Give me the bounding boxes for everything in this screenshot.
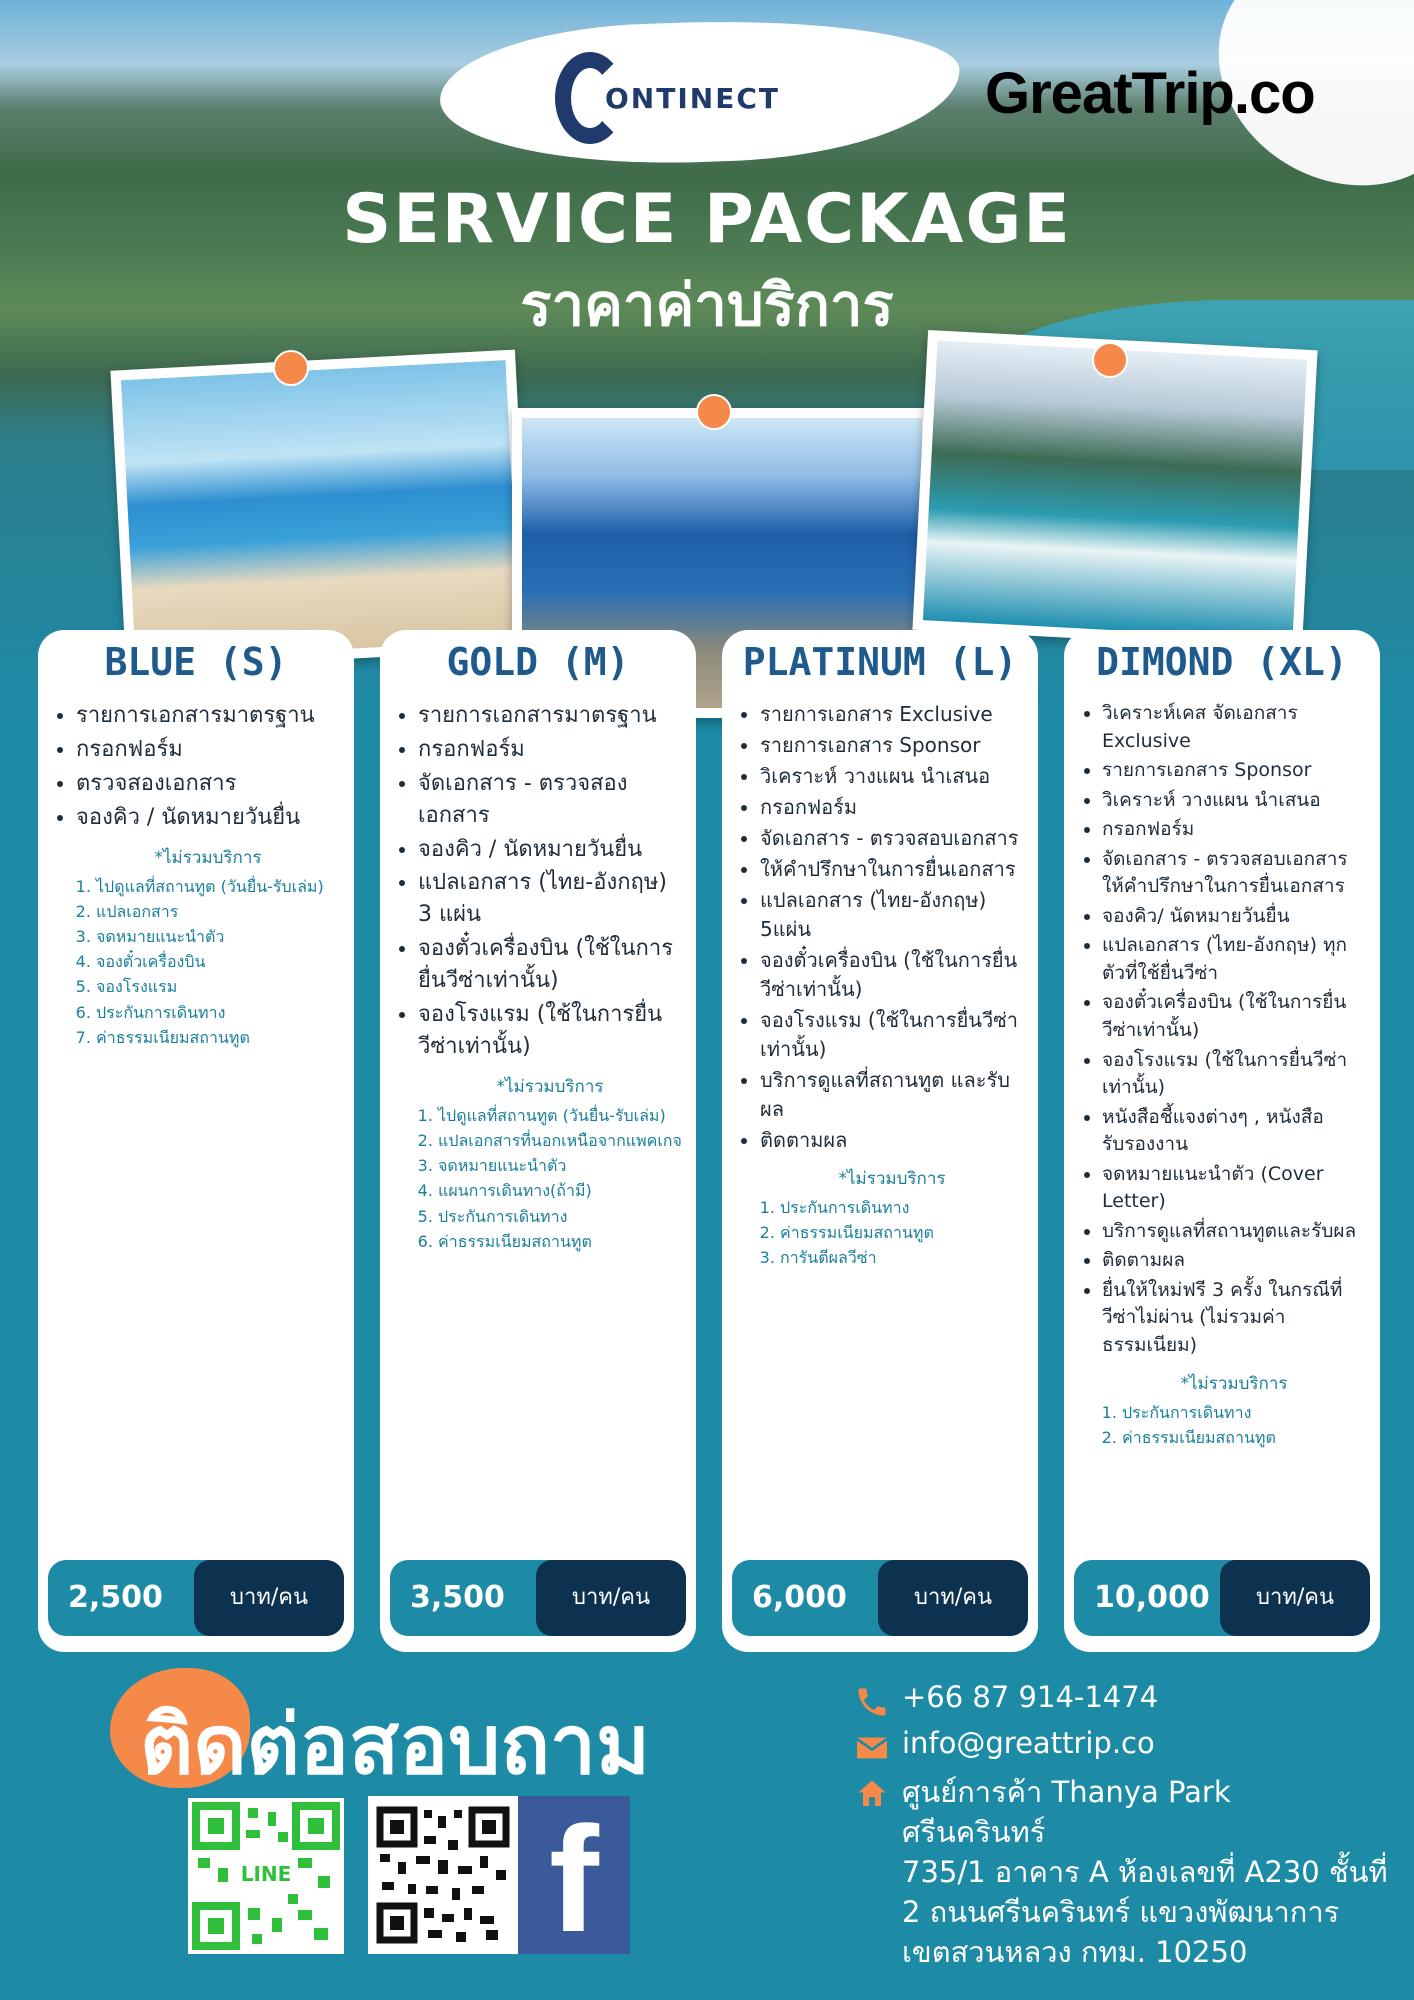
home-icon bbox=[854, 1776, 890, 1812]
page-title: SERVICE PACKAGE bbox=[342, 180, 1072, 259]
list-item: • จัดเอกสาร - ตรวจสองเอกสาร bbox=[418, 768, 682, 832]
list-item: 1. ประกันการเดินทาง bbox=[1122, 1401, 1366, 1424]
price-bar bbox=[390, 1560, 686, 1636]
list-item: 2. แปลเอกสารที่นอกเหนือจากแพคเกจ bbox=[438, 1129, 682, 1152]
list-item: 6. ค่าธรรมเนียมสถานทูต bbox=[438, 1230, 682, 1253]
list-item: 6. ประกันการเดินทาง bbox=[96, 1001, 340, 1024]
price-unit: บาท/คน bbox=[194, 1560, 344, 1636]
package-title: PLATINUM (L) bbox=[742, 640, 1018, 684]
price-bar bbox=[732, 1560, 1028, 1636]
price-unit: บาท/คน bbox=[878, 1560, 1028, 1636]
list-item: 7. ค่าธรรมเนียมสถานทูต bbox=[96, 1026, 340, 1049]
list-item: • บริการดูแลที่สถานทูตและรับผล bbox=[1102, 1218, 1366, 1246]
package-items bbox=[738, 700, 1024, 1272]
line-qr-code[interactable] bbox=[188, 1798, 344, 1954]
list-item: • จองโรงแรม (ใช้ในการยื่นวีซ่าเท่านั้น) bbox=[418, 999, 682, 1063]
list-item: • จองคิว / นัดหมายวันยื่น bbox=[76, 802, 340, 834]
price-bar bbox=[1074, 1560, 1370, 1636]
list-item: • หนังสือชี้แจงต่างๆ , หนังสือรับรองงาน bbox=[1102, 1104, 1366, 1159]
list-item: • กรอกฟอร์ม bbox=[1102, 816, 1366, 844]
address-text bbox=[902, 1772, 1388, 1972]
package-items bbox=[54, 700, 340, 1051]
pin-icon bbox=[696, 394, 732, 430]
contact-address bbox=[854, 1772, 1394, 1972]
list-item: 1. ประกันการเดินทาง bbox=[780, 1196, 1024, 1219]
price-unit: บาท/คน bbox=[536, 1560, 686, 1636]
price-amount: 2,500 bbox=[68, 1580, 163, 1615]
facebook-logo-icon[interactable] bbox=[518, 1795, 630, 1963]
list-item: • ยื่นให้ใหม่ฟรี 3 ครั้ง ในกรณีที่วีซ่าไม่ผ่าน (ไม่รวมค่าธรรมเนียม) bbox=[1102, 1277, 1366, 1360]
list-item: • รายการเอกสาร Sponsor bbox=[760, 731, 1024, 760]
list-item: 3. จดหมายแนะนำตัว bbox=[96, 925, 340, 948]
facebook-qr-code[interactable] bbox=[368, 1796, 518, 1954]
list-item: • รายการเอกสาร Sponsor bbox=[1102, 757, 1366, 785]
package-card-gold bbox=[380, 630, 696, 1652]
list-item: 3. การันตีผลวีซ่า bbox=[780, 1246, 1024, 1269]
list-item: • กรอกฟอร์ม bbox=[76, 734, 340, 766]
excluded-list bbox=[760, 1196, 1024, 1270]
contact-email bbox=[854, 1726, 1394, 1766]
package-items bbox=[396, 700, 682, 1255]
list-item: • รายการเอกสาร Exclusive bbox=[760, 700, 1024, 729]
list-item: • วิเคราะห์ วางแผน นำเสนอ bbox=[760, 762, 1024, 791]
list-item: • แปลเอกสาร (ไทย-อังกฤษ) 5แผ่น bbox=[760, 886, 1024, 944]
email-address[interactable]: info@greattrip.co bbox=[902, 1726, 1155, 1760]
list-item: 1. ไปดูแลที่สถานทูต (วันยื่น-รับเล่ม) bbox=[96, 875, 340, 898]
list-item: 2. แปลเอกสาร bbox=[96, 900, 340, 923]
price-amount: 10,000 bbox=[1094, 1580, 1210, 1615]
list-item: • จองโรงแรม (ใช้ในการยื่นวีซ่าเท่านั้น) bbox=[1102, 1047, 1366, 1102]
excluded-list bbox=[1102, 1401, 1366, 1449]
list-item: • จัดเอกสาร - ตรวจสอบเอกสาร ให้คำปรึกษาในการยื่นเอกสาร bbox=[1102, 846, 1366, 901]
excluded-title: *ไม่รวมบริการ bbox=[496, 1076, 604, 1097]
line-label: LINE bbox=[240, 1862, 292, 1886]
list-item: • จองคิว / นัดหมายวันยื่น bbox=[418, 834, 682, 866]
pin-icon bbox=[273, 350, 309, 386]
brand-name: GreatTrip.co bbox=[985, 61, 1315, 126]
contact-title: ติดต่อสอบถาม bbox=[140, 1698, 651, 1793]
list-item: • บริการดูแลที่สถานทูต และรับผล bbox=[760, 1066, 1024, 1124]
address-line: 735/1 อาคาร A ห้องเลขที่ A230 ชั้นที่ bbox=[902, 1855, 1388, 1890]
list-item: • จองโรงแรม (ใช้ในการยื่นวีซ่าเท่านั้น) bbox=[760, 1006, 1024, 1064]
list-item: • วิเคราะห์ วางแผน นำเสนอ bbox=[1102, 787, 1366, 815]
package-title: GOLD (M) bbox=[446, 640, 630, 684]
list-item: 4. แผนการเดินทาง(ถ้ามี) bbox=[438, 1179, 682, 1202]
excluded-list bbox=[76, 875, 340, 1049]
list-item: • รายการเอกสารมาตรฐาน bbox=[76, 700, 340, 732]
excluded-title: *ไม่รวมบริการ bbox=[838, 1169, 946, 1189]
price-unit: บาท/คน bbox=[1220, 1560, 1370, 1636]
qr-pattern-icon bbox=[368, 1796, 518, 1954]
address-line: 2 ถนนศรีนครินทร์ แขวงพัฒนาการ bbox=[902, 1895, 1340, 1930]
excluded-list bbox=[418, 1104, 682, 1253]
contact-info bbox=[854, 1680, 1394, 1978]
list-item: • จองคิว/ นัดหมายวันยื่น bbox=[1102, 903, 1366, 931]
excluded-title: *ไม่รวมบริการ bbox=[1180, 1373, 1288, 1394]
facebook-letter: f bbox=[549, 1795, 599, 1963]
list-item: • กรอกฟอร์ม bbox=[760, 793, 1024, 822]
list-item: • ติดตามผล bbox=[1102, 1247, 1366, 1275]
package-title: BLUE (S) bbox=[104, 640, 288, 684]
package-card-blue bbox=[38, 630, 354, 1652]
photo-island-cliff bbox=[912, 330, 1317, 650]
address-line: เขตสวนหลวง กทม. 10250 bbox=[902, 1935, 1248, 1970]
price-amount: 6,000 bbox=[752, 1580, 847, 1615]
excluded-title: *ไม่รวมบริการ bbox=[154, 847, 262, 868]
package-card-dimond bbox=[1064, 630, 1380, 1652]
list-item: • กรอกฟอร์ม bbox=[418, 734, 682, 766]
mail-icon bbox=[854, 1730, 890, 1766]
list-item: • ติดตามผล bbox=[760, 1126, 1024, 1155]
photo-family-beach bbox=[110, 350, 530, 671]
address-line: ศูนย์การค้า Thanya Park bbox=[902, 1775, 1231, 1809]
list-item: 1. ไปดูแลที่สถานทูต (วันยื่น-รับเล่ม) bbox=[438, 1104, 682, 1127]
list-item: • จดหมายแนะนำตัว (Cover Letter) bbox=[1102, 1161, 1366, 1216]
logo-text: ONTINECT bbox=[605, 81, 780, 115]
price-amount: 3,500 bbox=[410, 1580, 505, 1615]
pin-icon bbox=[1092, 342, 1128, 378]
list-item: • แปลเอกสาร (ไทย-อังกฤษ) ทุกตัวที่ใช้ยื่นวีซ่า bbox=[1102, 932, 1366, 987]
list-item: 3. จดหมายแนะนำตัว bbox=[438, 1154, 682, 1177]
list-item: • จัดเอกสาร - ตรวจสอบเอกสาร bbox=[760, 824, 1024, 853]
list-item: 2. ค่าธรรมเนียมสถานทูต bbox=[780, 1221, 1024, 1244]
package-title: DIMOND (XL) bbox=[1096, 640, 1348, 684]
list-item: • จองตั๋วเครื่องบิน (ใช้ในการยื่นวีซ่าเท่านั้น) bbox=[418, 933, 682, 997]
list-item: 2. ค่าธรรมเนียมสถานทูต bbox=[1122, 1426, 1366, 1449]
package-card-platinum bbox=[722, 630, 1038, 1652]
contact-phone bbox=[854, 1680, 1394, 1720]
list-item: • ตรวจสองเอกสาร bbox=[76, 768, 340, 800]
package-items bbox=[1080, 700, 1366, 1451]
list-item: 4. จองตั๋วเครื่องบิน bbox=[96, 950, 340, 973]
list-item: 5. จองโรงแรม bbox=[96, 975, 340, 998]
list-item: • จองตั๋วเครื่องบิน (ใช้ในการยื่นวีซ่าเท่านั้น) bbox=[1102, 989, 1366, 1044]
list-item: 5. ประกันการเดินทาง bbox=[438, 1205, 682, 1228]
price-bar bbox=[48, 1560, 344, 1636]
list-item: • รายการเอกสารมาตรฐาน bbox=[418, 700, 682, 732]
continect-logo bbox=[555, 48, 780, 148]
list-item: • จองตั๋วเครื่องบิน (ใช้ในการยื่นวีซ่าเท่านั้น) bbox=[760, 946, 1024, 1004]
list-item: • แปลเอกสาร (ไทย-อังกฤษ) 3 แผ่น bbox=[418, 867, 682, 931]
page-subtitle: ราคาค่าบริการ bbox=[520, 271, 894, 339]
address-line: ศรีนครินทร์ bbox=[902, 1815, 1046, 1850]
list-item: • ให้คำปรึกษาในการยื่นเอกสาร bbox=[760, 855, 1024, 884]
list-item: • วิเคราะห์เคส จัดเอกสาร Exclusive bbox=[1102, 700, 1366, 755]
phone-number[interactable]: +66 87 914-1474 bbox=[902, 1680, 1159, 1714]
phone-icon bbox=[854, 1684, 890, 1720]
